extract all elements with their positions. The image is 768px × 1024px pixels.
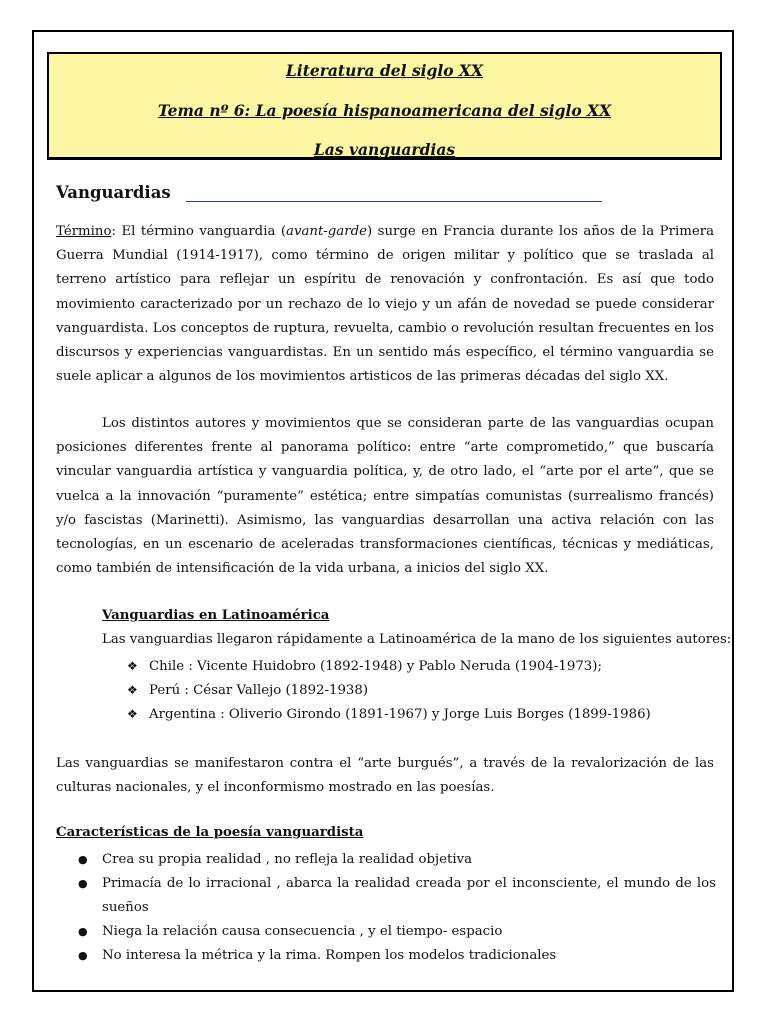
intro-text-b: ) surge en Francia durante los años de la Primera Guerra Mundial (1914-1917), como término de origen militar y político que se traslada al terreno artístico para reflejar un espíritu de renovación y confrontación. Es así que todo movimiento caracterizado por un rechazo de lo viejo y un afán de novedad se puede considerar vanguardista. Los conceptos de ruptura, revuelta, cambio o revolución resultan frecuentes en los discursos y experiencias vanguardistas. En un sentido más específico, el término vanguardia se suele aplicar a algunos de los movimientos artisticos de las primeras décadas del siglo XX. xyxy=(56,224,714,385)
features-list xyxy=(56,848,716,968)
politics-paragraph: Los distintos autores y movimientos que se consideran parte de las vanguardias ocupan posiciones diferentes frente al panorama político: entre “arte comprometido,” que buscaría vincular vanguardia artística y vanguardia política, y, de otro lado, el “arte por el arte”, que se vuelca a la innovación “puramente” estética; entre simpatías comunistas (surrealismo francés) y/o fascistas (Marinetti). Asimismo, las vanguardias desarrollan una activa relación con las tecnologías, en un escenario de aceleradas transformaciones científicas, técnicas y mediáticas, como también de intensificación de la vida urbana, a inicios del siglo XX. xyxy=(56,416,714,577)
diamond-bullet-icon: ❖ xyxy=(127,683,138,697)
bullet-icon: ● xyxy=(78,877,88,890)
bullet-icon: ● xyxy=(78,925,88,938)
intro-paragraph xyxy=(56,220,714,389)
latam-heading: Vanguardias en Latinoamérica xyxy=(102,608,330,623)
topic-title: Tema nº 6: La poesía hispanoamericana del siglo XX xyxy=(157,101,612,120)
burgues-paragraph: Las vanguardias se manifestaron contra el “arte burgués”, a través de la revalorización de las culturas nacionales, y el inconformismo mostrado en las poesías. xyxy=(56,756,714,796)
section-heading: Vanguardias xyxy=(56,183,171,202)
page-frame xyxy=(32,30,734,992)
term-label: Término xyxy=(56,224,112,239)
title-box xyxy=(47,52,722,160)
list-item: ❖ Argentina : Oliverio Girondo (1891-1967) y Jorge Luis Borges (1899-1986) xyxy=(127,702,651,726)
diamond-bullet-icon: ❖ xyxy=(127,707,138,721)
latam-intro: Las vanguardias llegaron rápidamente a Latinoamérica de la mano de los siguientes autores: xyxy=(102,632,732,647)
author-list xyxy=(127,654,651,726)
list-item: ● Crea su propia realidad , no refleja la realidad objetiva xyxy=(56,848,716,872)
course-title: Literatura del siglo XX xyxy=(285,61,484,80)
term-italic: avant-garde xyxy=(286,224,367,239)
list-item: ❖ Perú : César Vallejo (1892-1938) xyxy=(127,678,651,702)
list-item: ❖ Chile : Vicente Huidobro (1892-1948) y Pablo Neruda (1904-1973); xyxy=(127,654,651,678)
heading-rule xyxy=(186,201,602,202)
subtopic-title: Las vanguardias xyxy=(313,140,456,159)
diamond-bullet-icon: ❖ xyxy=(127,659,138,673)
features-heading: Características de la poesía vanguardista xyxy=(56,825,364,840)
list-item: ● Niega la relación causa consecuencia , y el tiempo- espacio xyxy=(56,920,716,944)
list-item: ● Primacía de lo irracional , abarca la realidad creada por el inconsciente, el mundo de los sueños xyxy=(56,872,716,920)
list-item: ● No interesa la métrica y la rima. Rompen los modelos tradicionales xyxy=(56,944,716,968)
intro-text-a: : El término vanguardia ( xyxy=(111,224,287,239)
bullet-icon: ● xyxy=(78,949,88,962)
bullet-icon: ● xyxy=(78,853,88,866)
